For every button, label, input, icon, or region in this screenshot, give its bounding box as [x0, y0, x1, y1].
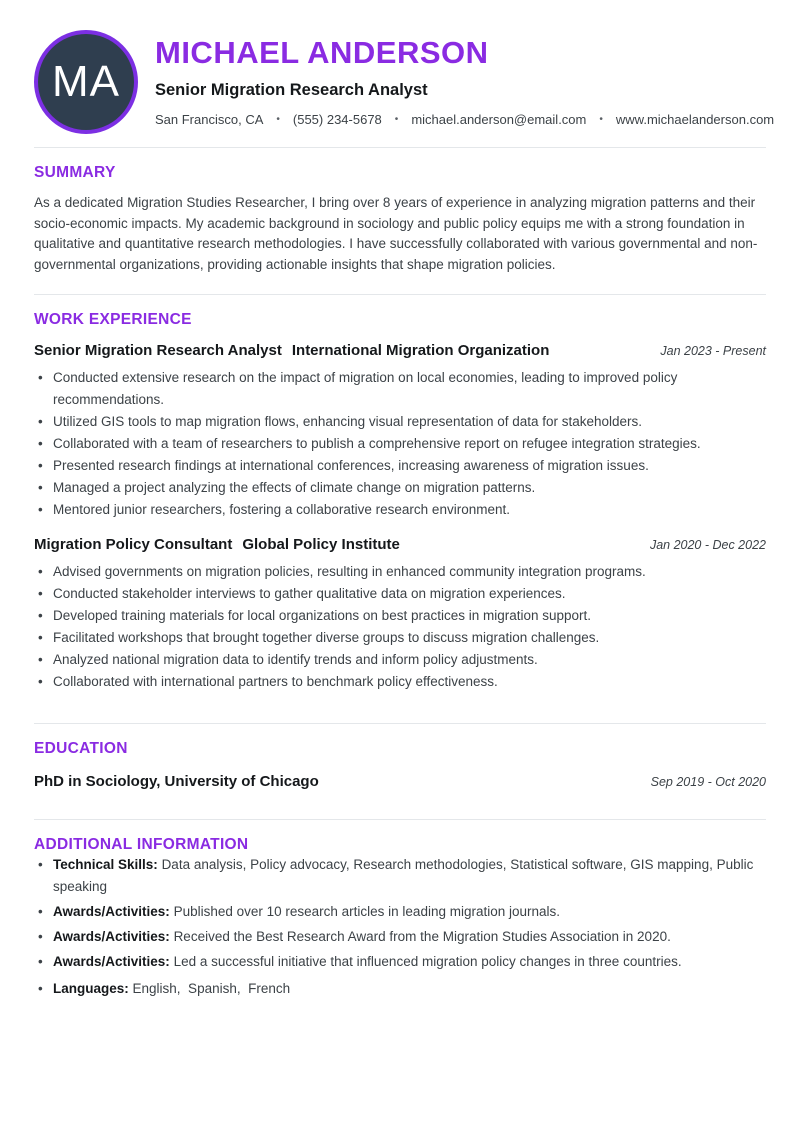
- additional-item: [34, 951, 766, 973]
- additional-item-label: Awards/Activities:: [53, 904, 170, 920]
- avatar: [34, 30, 138, 134]
- additional-information-heading: ADDITIONAL INFORMATION: [34, 836, 249, 854]
- additional-list: [34, 854, 766, 1000]
- avatar-initials: MA: [52, 57, 120, 106]
- additional-item-text: Received the Best Research Award from the Migration Studies Association in 2020.: [173, 929, 671, 945]
- job-bullet-item: • Mentored junior researchers, fostering a collaborative research environment.: [34, 499, 766, 521]
- job-company-text: International Migration Organization: [291, 342, 550, 360]
- additional-item-text: English, Spanish, French: [132, 981, 291, 997]
- job-bullet-item: • Advised governments on migration policies, resulting in enhanced community integration programs.: [34, 561, 766, 583]
- additional-item-label: Awards/Activities:: [53, 929, 170, 945]
- job-bullet-item: • Managed a project analyzing the effects of climate change on migration patterns.: [34, 477, 766, 499]
- job-bullet-list: [34, 367, 766, 521]
- contact-phone: (555) 234-5678: [292, 112, 382, 128]
- job-bullet-item: • Conducted extensive research on the impact of migration on local economies, leading to improved policy recommendations.: [34, 367, 766, 411]
- job-company-text: Global Policy Institute: [242, 536, 400, 554]
- job-bullet-item: • Conducted stakeholder interviews to gather qualitative data on migration experiences.: [34, 583, 766, 605]
- job-title-text: Senior Migration Research Analyst: [34, 342, 282, 360]
- contact-row: [155, 112, 775, 128]
- job-bullet-item: • Analyzed national migration data to identify trends and inform policy adjustments.: [34, 649, 766, 671]
- additional-item-label: Languages:: [53, 981, 129, 997]
- header-text: [155, 30, 775, 128]
- summary-text: As a dedicated Migration Studies Researcher, I bring over 8 years of experience in analyzing migration patterns and their socio-economic impacts. My academic background in sociology and public policy equips me with a strong foundation in qualitative and quantitative research methodologies. I have successfully collaborated with various governmental and non-governmental organizations, providing actionable insights that shape migration policies.: [34, 195, 758, 272]
- contact-email: michael.anderson@email.com: [411, 112, 587, 128]
- job-bullet-item: • Presented research findings at international conferences, increasing awareness of migration issues.: [34, 455, 766, 477]
- education-dates: Sep 2019 - Oct 2020: [650, 775, 766, 790]
- job-title-text: Migration Policy Consultant: [34, 536, 233, 554]
- contact-separator-dot-icon: •: [394, 114, 399, 126]
- candidate-name: MICHAEL ANDERSON: [155, 35, 489, 70]
- section-additional-information: [34, 820, 766, 1019]
- additional-item-text: Published over 10 research articles in leading migration journals.: [173, 904, 561, 920]
- additional-item: [34, 978, 766, 1000]
- candidate-job-title: Senior Migration Research Analyst: [155, 81, 428, 100]
- job-bullet-item: • Facilitated workshops that brought together diverse groups to discuss migration challenges.: [34, 627, 766, 649]
- contact-separator-dot-icon: •: [599, 114, 603, 126]
- job-bullet-list: [34, 561, 766, 693]
- section-education: [34, 724, 766, 820]
- job-list: [34, 342, 766, 693]
- work-experience-heading: WORK EXPERIENCE: [34, 311, 192, 329]
- job-bullet-item: • Developed training materials for local organizations on best practices in migration support.: [34, 605, 766, 627]
- resume-header: [34, 0, 775, 148]
- job-header: [34, 536, 766, 553]
- contact-website: www.michaelanderson.com: [615, 112, 775, 128]
- education-list: [34, 773, 766, 790]
- additional-item: [34, 901, 766, 923]
- job-bullet-item: • Collaborated with international partners to benchmark policy effectiveness.: [34, 671, 766, 693]
- education-entry: [34, 773, 766, 790]
- contact-separator-dot-icon: •: [276, 114, 280, 126]
- summary-heading: SUMMARY: [34, 164, 116, 181]
- job-header: [34, 342, 766, 359]
- additional-item-label: Technical Skills:: [53, 857, 158, 873]
- contact-location: San Francisco, CA: [155, 112, 264, 128]
- job-bullet-item: • Collaborated with a team of researchers to publish a comprehensive report on refugee integration strategies.: [34, 433, 766, 455]
- job-dates: Jan 2023 - Present: [660, 344, 766, 359]
- additional-item-text: Data analysis, Policy advocacy, Research methodologies, Statistical software, GIS mapping, Public speaking: [53, 857, 758, 895]
- additional-item: [34, 854, 766, 898]
- job-entry: [34, 536, 766, 693]
- job-bullet-item: • Utilized GIS tools to map migration flows, enhancing visual representation of data for stakeholders.: [34, 411, 766, 433]
- additional-item-text: Led a successful initiative that influenced migration policy changes in three countries.: [173, 954, 682, 970]
- section-summary: [34, 148, 766, 295]
- job-dates: Jan 2020 - Dec 2022: [649, 538, 766, 553]
- section-work-experience: [34, 295, 766, 724]
- additional-item: [34, 926, 766, 948]
- education-degree-text: PhD in Sociology, University of Chicago: [34, 773, 319, 791]
- additional-item-label: Awards/Activities:: [53, 954, 170, 970]
- education-heading: EDUCATION: [34, 740, 128, 758]
- job-entry: [34, 342, 766, 521]
